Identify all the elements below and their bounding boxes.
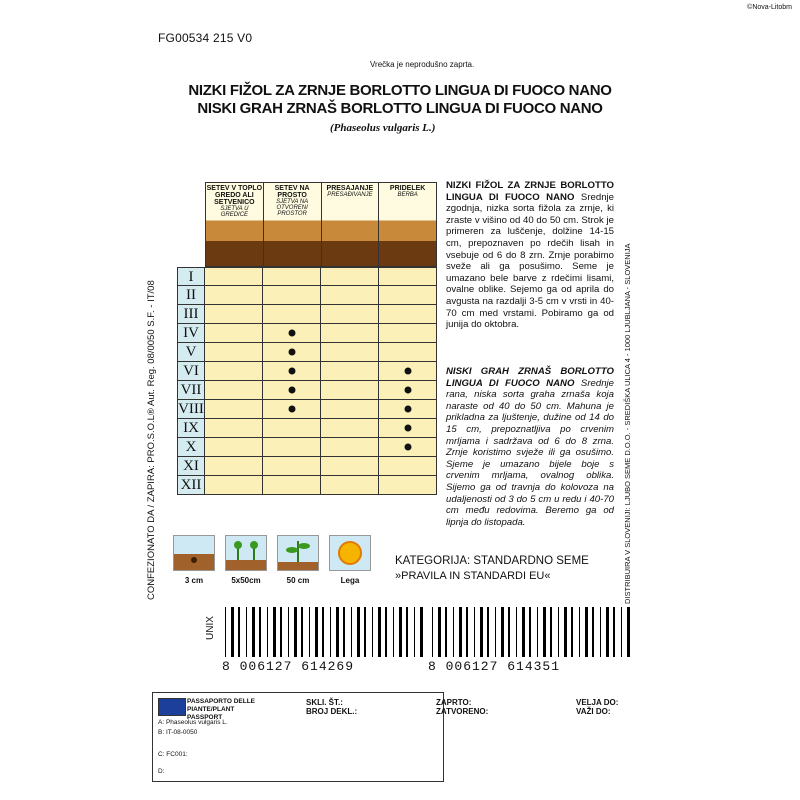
col-title: PRIDELEK [389,185,426,192]
calendar-cell [321,343,379,362]
barcode-bar [227,607,229,657]
barcode-bar [518,607,520,657]
calendar-cell [263,419,321,438]
barcode-bar [585,607,588,657]
copyright-text: ©Nova-Litobm [747,4,792,11]
desc-body: Srednje zgodnja, nizka sorta fižola za zrnje, ki zraste v višino od 40 do 50 cm. Strok je primeren za luščenje, dolžine 14-15 cm, prepoznaven po rdečih lisah in vsebuje od 6 do 8 zrn. Zrnje porabimo sveže ali ga posušimo. Seme je umazano bele barve z rdečimi lisami, ovalne oblike. Sejemo ga od aprila do avgusta na razdalji 3-5 cm v vrsti in 40-70 cm med vrstami. Pobiramo ga od junija do oktobra. [446,191,614,331]
calendar-cell [321,305,379,324]
calendar-mark [288,368,295,375]
barcode-bar [283,607,286,657]
desc-body: Srednje rana, niska sorta graha zrnaša koja naraste od 40 do 50 cm. Mahuna je prikladna za ljuštenje, dužine od 14 do 15 cm, prepoznatljiva po crvenim mrljama i sadržava od 6 do 8 zrna. Zrnje koristimo svježe ili ga osušimo. Sjeme je umazano bijele boje s crvenim mrljama, ovalnog oblika. Sijemo ga od travnja do kolovoza na udaljenosti od 3 do 5 cm u redu i 40-70 cm među redovima. Beremo ga od lipnja do listopada. [446,377,614,528]
barcode-bar [610,607,611,657]
icon-label: 5x50cm [231,576,261,585]
barcode-bar [522,607,525,657]
calendar-cell [205,362,263,381]
barcode-bar [393,607,394,657]
barcode-bar [621,607,622,657]
barcode-bar [529,607,531,657]
barcode-bar [288,607,289,657]
calendar-cell [321,419,379,438]
barcode-bar [432,607,433,657]
calendar-row [177,343,437,362]
valid-until-label [576,698,618,716]
month-label: III [177,305,205,324]
calendar-cell [379,362,437,381]
calendar-cell [379,457,437,476]
calendar-cell [379,400,437,419]
barcode-bar [290,607,292,657]
barcode-bar [238,607,240,657]
calendar-cell [263,438,321,457]
barcode-bar [424,607,425,657]
description-slovenian [446,180,614,331]
calendar-cell [379,438,437,457]
barcode-bar [466,607,468,657]
calendar-cell [379,324,437,343]
passport-title: PASSAPORTO DELLE PIANTE/PLANT PASSPORT [187,698,256,721]
zaprto-label: ZAPRTO: [436,698,472,707]
calendar-cell [263,267,321,286]
barcode-bar [225,607,226,657]
barcode-bar [553,607,556,657]
calendar-cell [321,324,379,343]
calendar-cell [321,362,379,381]
calendar-cell [379,419,437,438]
cultivation-icons [173,535,371,571]
desc-heading: NIZKI FIŽOL ZA ZRNJE BORLOTTO LINGUA DI FUOCO NANO [446,180,614,203]
calendar-row [177,324,437,343]
passport-d: D: [158,768,165,775]
calendar-cell [321,286,379,305]
month-label: X [177,438,205,457]
month-label: VIII [178,401,204,417]
col-title: SETEV V TOPLO GREDO ALI SETVENICO [206,185,263,206]
passport-a: A: Phaseolus vulgaris L. [158,719,228,726]
calendar-mark [288,387,295,394]
calendar-cell [379,305,437,324]
calendar-mark [404,368,411,375]
plant-passport [152,692,444,782]
calendar-cell [379,267,437,286]
barcode-bar [319,607,320,657]
barcode-bar [595,607,598,657]
calendar-row [177,267,437,286]
calendar-cell [205,305,263,324]
barcode-bar [315,607,318,657]
month-label: IV [177,324,205,343]
calendar-cell [321,438,379,457]
calendar-cell [263,343,321,362]
barcode-bar [406,607,408,657]
barcode-right [432,607,634,657]
barcode-bar [445,607,447,657]
calendar-header [205,182,437,267]
icon-label: 50 cm [286,576,310,585]
calendar-mark [288,406,295,413]
barcode-bar [602,607,604,657]
barcode-bar [508,607,510,657]
velja-label: VELJA DO: [576,698,619,707]
calendar-cell [379,343,437,362]
col-title: SETEV NA PROSTO [274,185,310,199]
barcode-bar [463,607,464,657]
barcode-bar [571,607,573,657]
col-subtitle: SJETVA U GREDICE [220,206,249,218]
barcode-bar [367,607,370,657]
broj-label: BROJ DEKL.: [306,707,358,716]
barcode-bar [248,607,250,657]
calendar-cell [205,476,263,495]
barcode-bar [459,607,462,657]
calendar-grid [177,267,437,495]
calendar-row [177,305,437,324]
barcode-bar [409,607,412,657]
barcode-bar [325,607,328,657]
barcode-bar [309,607,310,657]
barcode-bar [280,607,282,657]
barcode-bar [351,607,352,657]
barcode-bar [246,607,247,657]
barcode-bar [256,607,257,657]
calendar-cell [263,381,321,400]
barcode-bar [550,607,552,657]
barcode-bar [372,607,373,657]
title-slovenian: NIZKI FIŽOL ZA ZRNJE BORLOTTO LINGUA DI FUOCO NANO [188,82,612,99]
calendar-cell [321,457,379,476]
calendar-row [177,381,437,400]
calendar-cell [263,324,321,343]
barcode-bar [532,607,535,657]
barcode-bar [322,607,324,657]
month-label: VI [177,362,205,381]
barcode-bar [487,607,489,657]
distributor-info: DISTRIBUIRA V SLOVENIJI: LJUBO SEME D.O.O. - SREDIŠKA ULICA 4 - 1000 LJUBLJANA - SLOVENIJA [623,243,632,604]
unix-label: UNIX [205,616,216,640]
barcode-bar [495,607,496,657]
calendar-mark [288,330,295,337]
barcode-left [225,607,427,657]
barcode-bar [558,607,559,657]
calendar-row [177,286,437,305]
barcode-bar [543,607,546,657]
barcode-bar [469,607,472,657]
calendar-cell [205,267,263,286]
calendar-row [177,476,437,495]
barcode-bar [476,607,478,657]
spacing-icon [225,535,267,571]
barcode-bar [448,607,451,657]
seal-note: Vrečka je neprodušno zaprta. [370,60,475,69]
barcode-bar [631,607,632,657]
barcode-bar [385,607,387,657]
barcode-bar [395,607,397,657]
calendar-cell [205,400,263,419]
calendar-cell [263,400,321,419]
calendar-row [177,362,437,381]
calendar-cell [321,381,379,400]
barcode-bar [403,607,404,657]
barcode-bar [267,607,268,657]
category-line: KATEGORIJA: STANDARDNO SEME [395,555,589,567]
icon-label: 3 cm [184,576,204,585]
skli-label: SKLI. ŠT.: [306,698,343,707]
barcode-bar [231,607,234,657]
col-subtitle: SJETVA NA OTVORENI PROSTOR [276,199,309,217]
barcode-bar [592,607,594,657]
calendar-cell [379,286,437,305]
packer-info: CONFEZIONATO DA / ZAPIRA: PRO.S.O.L® Aut. Reg. 08/0050 S.F. - IT/08 [146,280,157,600]
barcode-bar [490,607,493,657]
barcode-bar [600,607,601,657]
barcode-bar [353,607,355,657]
barcode-bar [455,607,457,657]
barcode-bar [277,607,278,657]
barcode-bar [346,607,349,657]
barcode-bar [235,607,236,657]
barcode-bar [262,607,265,657]
barcode-bar [537,607,538,657]
barcode-bar [304,607,307,657]
calendar-cell [263,457,321,476]
calendar-row [177,419,437,438]
barcode-bar [332,607,334,657]
eu-flag-icon [158,698,186,716]
barcode-bar [516,607,517,657]
barcode-bar [364,607,366,657]
sealed-label [436,698,488,716]
barcode-bar [388,607,391,657]
barcode-bar [511,607,514,657]
col-header-harvest [379,182,437,267]
barcode-bar [298,607,299,657]
barcode-bar [547,607,548,657]
barcode-bar [343,607,345,657]
barcode-bar [357,607,360,657]
passport-b: B: IT-08-0050 [158,729,198,736]
barcode-bar [294,607,297,657]
barcode-bar [539,607,541,657]
calendar-mark [404,406,411,413]
calendar-cell [205,381,263,400]
barcode-bar [505,607,506,657]
vazi-label: VAŽI DO: [576,707,611,716]
barcode-bar [330,607,331,657]
barcode-bar [623,607,625,657]
barcode-bar [374,607,376,657]
barcode-bar [564,607,567,657]
month-label: V [177,343,205,362]
barcode-bar [382,607,383,657]
barcode-bar [361,607,362,657]
icon-labels [173,576,371,585]
icon-label: Lega [340,576,360,585]
barcode-bar [501,607,504,657]
calendar-row [177,400,437,419]
month-label: XI [177,457,205,476]
barcode-bar [336,607,339,657]
barcode-bar [241,607,244,657]
calendar-cell [379,476,437,495]
barcode-bar [434,607,436,657]
barcode-left-number: 8 006127 614269 [222,659,355,674]
calendar-mark [404,387,411,394]
calendar-cell [205,457,263,476]
calendar-mark [404,444,411,451]
latin-name: (Phaseolus vulgaris L.) [330,122,436,134]
calendar-row [177,438,437,457]
barcode-bar [613,607,615,657]
month-label: I [177,267,205,286]
sowing-depth-icon [173,535,215,571]
month-label: IX [177,419,205,438]
description-croatian [446,366,614,528]
barcode-bar [474,607,475,657]
calendar-cell [379,381,437,400]
barcode-bar [399,607,402,657]
calendar-cell [263,362,321,381]
barcode-bar [301,607,303,657]
barcode-right-number: 8 006127 614351 [428,659,561,674]
desc-heading: NISKI GRAH ZRNAŠ BORLOTTO LINGUA DI FUOCO NANO [446,366,614,389]
barcode-bar [568,607,569,657]
sun-icon [329,535,371,571]
month-label: VII [177,381,205,400]
barcode-bar [627,607,630,657]
calendar-cell [205,343,263,362]
barcode-bar [616,607,619,657]
barcode-bar [581,607,583,657]
barcode-bar [311,607,313,657]
standards-line: »PRAVILA IN STANDARDI EU« [395,570,551,582]
barcode-bar [378,607,381,657]
calendar-cell [205,286,263,305]
calendar-cell [205,438,263,457]
calendar-cell [321,267,379,286]
barcode-bar [416,607,418,657]
calendar-cell [263,476,321,495]
barcode-bar [526,607,527,657]
barcode-bar [606,607,609,657]
col-header-transplant [322,182,380,267]
barcode-bar [480,607,483,657]
barcode-bar [438,607,441,657]
barcode-bar [574,607,577,657]
barcode-bar [484,607,485,657]
product-code: FG00534 215 V0 [158,31,253,45]
zatvoreno-label: ZATVORENO: [436,707,489,716]
barcode-bar [269,607,271,657]
barcode-bar [453,607,454,657]
calendar-mark [404,425,411,432]
batch-number-label [306,698,357,716]
calendar-cell [321,476,379,495]
barcode-bar [420,607,423,657]
month-label: II [177,286,205,305]
barcode-bar [259,607,261,657]
barcode-bar [340,607,341,657]
calendar-cell [205,324,263,343]
calendar-row [177,457,437,476]
col-header-greenhouse [205,182,264,267]
barcode-bar [560,607,562,657]
title-croatian: NISKI GRAH ZRNAŠ BORLOTTO LINGUA DI FUOCO NANO [197,100,603,117]
barcode-bar [252,607,255,657]
calendar-cell [263,305,321,324]
calendar-mark [288,349,295,356]
barcode-bar [273,607,276,657]
passport-c: C: FC001: [158,751,188,758]
month-label: XII [177,476,205,495]
plant-height-icon [277,535,319,571]
col-title: PRESAJANJE [326,185,374,192]
barcode-bar [442,607,443,657]
calendar-cell [205,419,263,438]
col-subtitle: PRESAĐIVANJE [327,192,373,198]
barcode-bar [497,607,499,657]
barcode-bar [589,607,590,657]
col-subtitle: BERBA [397,192,418,198]
calendar-cell [321,400,379,419]
barcode-bar [579,607,580,657]
col-header-outdoor [264,182,322,267]
barcode-bar [414,607,415,657]
calendar-cell [263,286,321,305]
